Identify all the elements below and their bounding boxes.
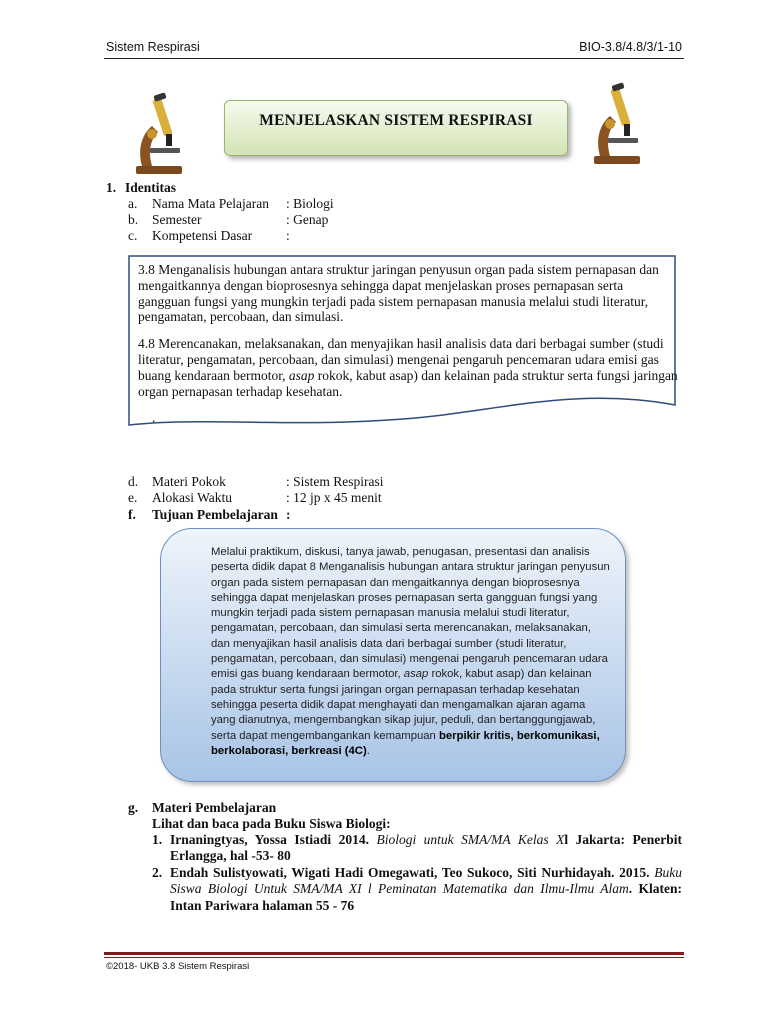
kd-4-8: 4.8 Merencanakan, melaksanakan, dan menyajikan hasil analisis data dari berbagai sumber (studi literatur, pengamatan, percobaan, dan simulasi) mengenai pengaruh pencemaran udara emisi gas buang kendaraan bermotor, asap rokok, kabut asap) dan kelainan pada struktur serta fungsi jaringan organ pernapasan terhadap kesehatan.	[138, 336, 678, 399]
page-title: MENJELASKAN SISTEM RESPIRASI	[259, 112, 533, 129]
reference-item: 1. Irnaningtyas, Yossa Istiadi 2014. Biologi untuk SMA/MA Kelas Xl Jakarta: Penerbit Erlangga, hal -53- 80	[152, 832, 683, 864]
kd-text	[138, 262, 678, 399]
item-letter: d.	[128, 474, 139, 489]
materi-label: Materi Pembelajaran	[152, 800, 277, 815]
item-name: Kompetensi Dasar	[152, 228, 253, 243]
microscope-icon	[586, 82, 650, 166]
footer-divider	[104, 957, 684, 958]
reference-item: 2. Endah Sulistyowati, Wigati Hadi Omegawati, Teo Sukoco, Siti Nurhidayah. 2015. Buku Siswa Biologi Untuk SMA/MA XI l Peminatan Matematika dan Ilmu-Ilmu Alam. Klaten: Intan Pariwara halaman 55 - 76	[152, 865, 682, 913]
item-value: : Sistem Respirasi	[286, 474, 384, 489]
kd-3-8: 3.8 Menganalisis hubungan antara struktur jaringan penyusun organ pada sistem pernapasan dan mengaitkannya dengan bioprosesnya sehingga dapat menjelaskan proses pernapasan serta gangguan fungsi yang mungkin terjadi pada sistem pernapasan manusia melalui studi literatur, pengamatan, percobaan, dan simulasi.	[138, 262, 659, 325]
microscope-icon	[128, 92, 192, 176]
item-value: :	[286, 507, 291, 522]
item-letter: a.	[128, 196, 138, 211]
kd-dot: .	[152, 410, 156, 425]
header-right: BIO-3.8/4.8/3/1-10	[579, 40, 682, 54]
item-name: Nama Mata Pelajaran	[152, 196, 269, 211]
header-left: Sistem Respirasi	[106, 40, 200, 54]
item-value: : Genap	[286, 212, 329, 227]
item-value: : Biologi	[286, 196, 334, 211]
item-name: Semester	[152, 212, 202, 227]
item-letter: c.	[128, 228, 138, 243]
item-name: Tujuan Pembelajaran	[152, 507, 278, 522]
item-value: :	[286, 228, 290, 243]
item-value: : 12 jp x 45 menit	[286, 490, 382, 505]
tujuan-text: Melalui praktikum, diskusi, tanya jawab, penugasan, presentasi dan analisis peserta didik dapat 8 Menganalisis hubungan antara struktur jaringan penyusun organ pada sistem pernapasan dan mengaitkannya dengan bioprosesnya sehingga dapat menjelaskan proses pernapasan serta gangguan fungsi yang mungkin terjadi pada sistem pernapasan manusia melalui studi literatur, pengamatan, percobaan, dan simulasi serta merencanakan, melaksanakan, dan menyajikan hasil analisis data dari berbagai sumber (studi literatur, pengamatan, percobaan, dan simulasi) mengenai pengaruh pencemaran udara emisi gas buang kendaraan bermotor, asap rokok, kabut asap) dan kelainan pada struktur serta fungsi jaringan organ pernapasan terhadap kesehatan sehingga peserta didik dapat menghayati dan mengamalkan ajaran agama yang dianutnya, mengembangkan sikap jujur, peduli, dan bertanggungjawab, serta dapat mengembangankan kemampuan berpikir kritis, berkomunikasi, berkolaborasi, berkreasi (4C).	[211, 546, 610, 757]
section-label: Identitas	[125, 180, 177, 195]
materi-intro: Lihat dan baca pada Buku Siswa Biologi:	[152, 816, 391, 831]
footer-divider	[104, 952, 684, 955]
item-letter: b.	[128, 212, 139, 227]
item-letter: e.	[128, 490, 138, 505]
section-number: 1.	[106, 180, 117, 195]
footer-text: ©2018- UKB 3.8 Sistem Respirasi	[106, 961, 250, 972]
title-banner	[224, 100, 568, 156]
item-letter: g.	[128, 800, 139, 815]
item-letter: f.	[128, 507, 136, 522]
item-name: Materi Pokok	[152, 474, 226, 489]
item-name: Alokasi Waktu	[152, 490, 233, 505]
header-divider	[104, 58, 684, 59]
